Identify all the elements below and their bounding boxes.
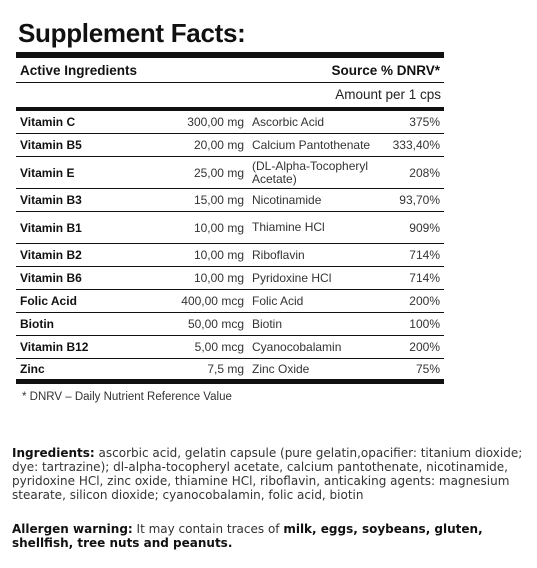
table-row [16,212,444,244]
table-row [16,336,444,359]
table-row [16,111,444,134]
ingredient-source: Biotin [247,313,375,336]
ingredients-text: ascorbic acid, gelatin capsule (pure gelatin,opacifier: titanium dioxide; dye: tartrazine); dl-alpha-tocopheryl acetate, calcium pantothenate, nicotinamide, pyridoxine HCl, zinc oxide, thiamine HCl, riboflavin, anticaking agents: magnesium stearate, silicon dioxide; cyanocobalamin, folic acid, biotin [12,446,523,502]
allergen-text: It may contain traces of [132,522,284,536]
header-source-dnrv: Source % DNRV* [331,62,440,78]
ingredient-dnrv: 714% [375,267,444,290]
ingredient-source: Riboflavin [247,244,375,267]
ingredient-name: Vitamin B2 [16,244,151,267]
ingredient-dnrv: 93,70% [375,189,444,212]
ingredient-amount: 400,00 mcg [151,290,247,313]
allergen-label: Allergen warning: [12,522,133,536]
ingredient-dnrv: 714% [375,244,444,267]
ingredient-source: Cyanocobalamin [247,336,375,359]
table-header [16,58,444,83]
ingredient-dnrv: 208% [375,157,444,189]
ingredient-source: Pyridoxine HCl [247,267,375,290]
table-row [16,189,444,212]
ingredients-label: Ingredients: [12,446,95,460]
ingredient-source: Thiamine HCl [247,212,375,244]
allergen-list: milk, eggs, soybeans, gluten, shellfish, tree nuts and peanuts. [12,522,483,550]
ingredient-amount: 7,5 mg [151,359,247,382]
ingredient-name: Vitamin B3 [16,189,151,212]
ingredient-dnrv: 75% [375,359,444,382]
ingredients-paragraph [12,446,527,502]
allergen-paragraph [12,522,527,550]
ingredient-amount: 5,00 mcg [151,336,247,359]
ingredient-name: Vitamin C [16,111,151,134]
ingredient-name: Folic Acid [16,290,151,313]
panel-title: Supplement Facts: [18,18,246,48]
ingredient-name: Vitamin B5 [16,134,151,157]
ingredient-dnrv: 100% [375,313,444,336]
supplement-facts-panel [16,18,444,403]
ingredient-amount: 20,00 mg [151,134,247,157]
ingredient-dnrv: 375% [375,111,444,134]
table-row [16,157,444,189]
ingredient-dnrv: 200% [375,290,444,313]
ingredient-source: Ascorbic Acid [247,111,375,134]
table-row [16,359,444,382]
ingredient-source: Folic Acid [247,290,375,313]
ingredient-name: Vitamin B6 [16,267,151,290]
table-row [16,290,444,313]
ingredient-dnrv: 333,40% [375,134,444,157]
ingredient-dnrv: 200% [375,336,444,359]
footnote: * DNRV – Daily Nutrient Reference Value [22,391,232,403]
amount-per-serving: Amount per 1 cps [335,87,441,102]
ingredient-amount: 50,00 mcg [151,313,247,336]
ingredient-dnrv: 909% [375,212,444,244]
ingredient-amount: 10,00 mg [151,267,247,290]
ingredient-name: Zinc [16,359,151,382]
ingredient-amount: 25,00 mg [151,157,247,189]
ingredient-amount: 10,00 mg [151,212,247,244]
table-row [16,134,444,157]
ingredient-amount: 10,00 mg [151,244,247,267]
ingredient-name: Biotin [16,313,151,336]
ingredient-amount: 300,00 mg [151,111,247,134]
ingredient-name: Vitamin B12 [16,336,151,359]
table-row [16,313,444,336]
ingredient-amount: 15,00 mg [151,189,247,212]
ingredient-name: Vitamin E [16,157,151,189]
ingredient-source: (DL-Alpha-Tocopheryl Acetate) [247,157,375,189]
ingredient-source: Zinc Oxide [247,359,375,382]
ingredients-table [16,110,444,384]
table-row [16,244,444,267]
table-row [16,267,444,290]
ingredient-source: Calcium Pantothenate [247,134,375,157]
ingredient-name: Vitamin B1 [16,212,151,244]
ingredient-source: Nicotinamide [247,189,375,212]
header-active-ingredients: Active Ingredients [20,62,138,78]
